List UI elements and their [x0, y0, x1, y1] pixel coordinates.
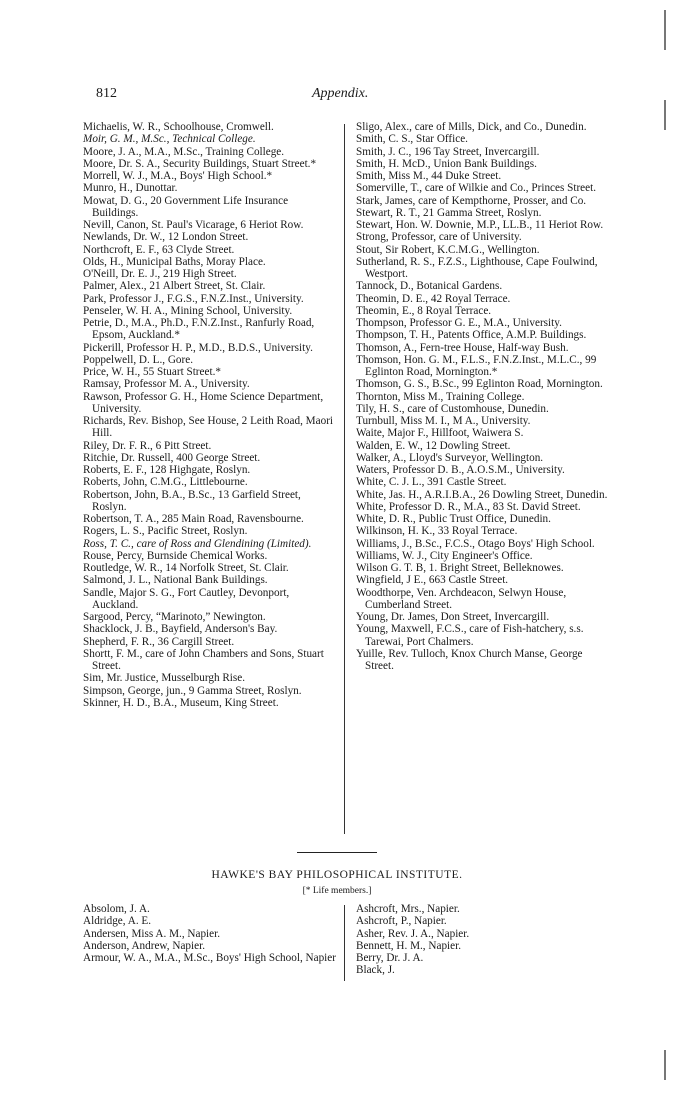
member-entry: Riley, Dr. F. R., 6 Pitt Street.: [83, 439, 212, 452]
member-entry: Sandle, Major S. G., Fort Cautley, Devonport, Auckland.: [83, 586, 290, 611]
member-entry: Williams, J., B.Sc., F.C.S., Otago Boys' High School.: [356, 537, 595, 550]
member-entry: Northcroft, E. F., 63 Clyde Street.: [83, 243, 235, 256]
member-entry: Andersen, Miss A. M., Napier.: [83, 927, 221, 940]
member-entry: Rogers, L. S., Pacific Street, Roslyn.: [83, 525, 248, 538]
member-entry: Poppelwell, D. L., Gore.: [83, 353, 193, 366]
member-entry: Absolom, J. A.: [83, 903, 150, 915]
member-entry: Young, Maxwell, F.C.S., care of Fish-hatchery, s.s. Tarewai, Port Chalmers.: [356, 623, 584, 648]
member-entry: Palmer, Alex., 21 Albert Street, St. Clair.: [83, 280, 266, 293]
member-entry: Theomin, D. E., 42 Royal Terrace.: [356, 292, 511, 305]
member-entry: Shacklock, J. B., Bayfield, Anderson's Bay.: [83, 623, 278, 636]
member-entry: Rouse, Percy, Burnside Chemical Works.: [83, 549, 268, 562]
member-entry: Waite, Major F., Hillfoot, Waiwera S.: [356, 427, 524, 440]
member-entry: Skinner, H. D., B.A., Museum, King Street.: [83, 696, 279, 709]
member-entry: Thompson, T. H., Patents Office, A.M.P. Buildings.: [356, 329, 587, 342]
member-entry: Aldridge, A. E.: [83, 915, 152, 928]
member-entry: Smith, J. C., 196 Tay Street, Invercargill.: [356, 145, 540, 158]
section-right-column: [356, 903, 611, 977]
member-entry: Yuille, Rev. Tulloch, Knox Church Manse, George Street.: [356, 647, 583, 672]
member-entry: Strong, Professor, care of University.: [356, 231, 522, 244]
member-entry: Turnbull, Miss M. I., M A., University.: [356, 415, 531, 427]
member-entry: Young, Dr. James, Don Street, Invercargill.: [356, 611, 550, 623]
member-entry: White, D. R., Public Trust Office, Dunedin.: [356, 513, 551, 525]
member-entry: Routledge, W. R., 14 Norfolk Street, St. Clair.: [83, 562, 289, 574]
member-entry: Thompson, Professor G. E., M.A., University.: [356, 317, 562, 329]
member-entry: Somerville, T., care of Wilkie and Co., Princes Street.: [356, 182, 597, 195]
member-entry: Smith, C. S., Star Office.: [356, 133, 468, 146]
member-entry: Tannock, D., Botanical Gardens.: [356, 280, 503, 293]
member-entry: Ashcroft, P., Napier.: [356, 915, 447, 928]
member-entry: Ramsay, Professor M. A., University.: [83, 378, 250, 391]
member-entry: Thomson, Hon. G. M., F.L.S., F.N.Z.Inst., M.L.C., 99 Eglinton Road, Mornington.*: [356, 353, 597, 378]
column-divider: [344, 124, 345, 834]
section-title: HAWKE'S BAY PHILOSOPHICAL INSTITUTE.: [211, 869, 463, 881]
member-entry: Moore, J. A., M.A., M.Sc., Training College.: [83, 145, 285, 158]
section-left-column: [83, 903, 338, 964]
member-entry: Sim, Mr. Justice, Musselburgh Rise.: [83, 672, 246, 685]
member-entry: Ashcroft, Mrs., Napier.: [356, 903, 460, 915]
member-entry: Munro, H., Dunottar.: [83, 182, 178, 195]
member-entry: Simpson, George, jun., 9 Gamma Street, Roslyn.: [83, 684, 302, 697]
member-entry: Wilkinson, H. K., 33 Royal Terrace.: [356, 525, 518, 538]
member-entry: Shepherd, F. R., 36 Cargill Street.: [83, 635, 235, 648]
member-entry: Theomin, E., 8 Royal Terrace.: [356, 304, 492, 317]
member-entry: Mowat, D. G., 20 Government Life Insurance Buildings.: [83, 194, 289, 219]
member-entry: Asher, Rev. J. A., Napier.: [356, 927, 470, 940]
member-entry: Armour, W. A., M.A., M.Sc., Boys' High School, Napier: [83, 952, 336, 964]
member-entry: Park, Professor J., F.G.S., F.N.Z.Inst., University.: [83, 292, 304, 305]
member-entry: Rawson, Professor G. H., Home Science Department, University.: [83, 390, 324, 415]
running-title: Appendix.: [312, 86, 369, 101]
page-number: 812: [96, 86, 117, 101]
member-list-right-column: [356, 121, 611, 672]
member-entry: Michaelis, W. R., Schoolhouse, Cromwell.: [83, 121, 274, 133]
member-entry: Petrie, D., M.A., Ph.D., F.N.Z.Inst., Ranfurly Road, Epsom, Auckland.*: [83, 317, 315, 342]
member-entry: Ross, T. C., care of Ross and Glendining (Limited).: [83, 537, 312, 550]
member-entry: O'Neill, Dr. E. J., 219 High Street.: [83, 268, 237, 280]
member-entry: Stewart, R. T., 21 Gamma Street, Roslyn.: [356, 206, 542, 219]
member-entry: Price, W. H., 55 Stuart Street.*: [83, 366, 221, 378]
member-entry: White, C. J. L., 391 Castle Street.: [356, 476, 507, 489]
section-column-divider: [344, 905, 345, 981]
section-note: [* Life members.]: [302, 886, 372, 896]
member-entry: White, Professor D. R., M.A., 83 St. David Street.: [356, 500, 581, 513]
member-entry: Ritchie, Dr. Russell, 400 George Street.: [83, 451, 261, 464]
member-entry: Olds, H., Municipal Baths, Moray Place.: [83, 255, 266, 268]
member-entry: Bennett, H. M., Napier.: [356, 939, 462, 952]
section-rule: [297, 852, 377, 853]
member-entry: Thornton, Miss M., Training College.: [356, 390, 525, 403]
member-entry: Newlands, Dr. W., 12 London Street.: [83, 231, 249, 244]
member-entry: Smith, H. McD., Union Bank Buildings.: [356, 157, 537, 170]
member-entry: Morrell, W. J., M.A., Boys' High School.*: [83, 170, 273, 182]
member-entry: Walker, A., Lloyd's Surveyor, Wellington.: [356, 451, 544, 464]
member-entry: Salmond, J. L., National Bank Buildings.: [83, 574, 268, 587]
member-entry: Stark, James, care of Kempthorne, Prosser, and Co.: [356, 194, 587, 207]
member-list-left-column: [83, 121, 336, 709]
member-entry: Penseler, W. H. A., Mining School, University.: [83, 304, 293, 317]
scan-mark: [664, 1050, 666, 1080]
member-entry: Robertson, John, B.A., B.Sc., 13 Garfield Street, Roslyn.: [83, 488, 301, 513]
member-entry: Stout, Sir Robert, K.C.M.G., Wellington.: [356, 243, 540, 256]
member-entry: Shortt, F. M., care of John Chambers and Sons, Stuart Street.: [83, 647, 324, 672]
member-entry: Moore, Dr. S. A., Security Buildings, Stuart Street.*: [83, 157, 317, 170]
member-entry: Roberts, E. F., 128 Highgate, Roslyn.: [83, 464, 251, 476]
member-entry: Roberts, John, C.M.G., Littlebourne.: [83, 476, 248, 489]
member-entry: Stewart, Hon. W. Downie, M.P., LL.B., 11 Heriot Row.: [356, 219, 604, 231]
member-entry: Moir, G. M., M.Sc., Technical College.: [83, 133, 256, 146]
member-entry: Smith, Miss M., 44 Duke Street.: [356, 170, 502, 182]
member-entry: Black, J.: [356, 964, 395, 977]
member-entry: Robertson, T. A., 285 Main Road, Ravensbourne.: [83, 513, 304, 525]
member-entry: Richards, Rev. Bishop, See House, 2 Leith Road, Maori Hill.: [83, 415, 334, 440]
member-entry: Williams, W. J., City Engineer's Office.: [356, 549, 533, 562]
member-entry: Woodthorpe, Ven. Archdeacon, Selwyn House, Cumberland Street.: [356, 586, 567, 611]
scan-mark: [664, 10, 666, 50]
member-entry: Walden, E. W., 12 Dowling Street.: [356, 439, 511, 452]
scan-mark: [664, 100, 666, 130]
member-entry: Waters, Professor D. B., A.O.S.M., University.: [356, 464, 565, 476]
member-entry: Thomson, A., Fern-tree House, Half-way Bush.: [356, 341, 569, 354]
member-entry: Thomson, G. S., B.Sc., 99 Eglinton Road, Mornington.: [356, 378, 603, 391]
member-entry: Tily, H. S., care of Customhouse, Dunedin.: [356, 402, 549, 415]
member-entry: Pickerill, Professor H. P., M.D., B.D.S., University.: [83, 341, 313, 354]
member-entry: Nevill, Canon, St. Paul's Vicarage, 6 Heriot Row.: [83, 219, 304, 231]
member-entry: Sligo, Alex., care of Mills, Dick, and Co., Dunedin.: [356, 121, 587, 133]
member-entry: White, Jas. H., A.R.I.B.A., 26 Dowling Street, Dunedin.: [356, 488, 608, 501]
member-entry: Anderson, Andrew, Napier.: [83, 939, 205, 952]
member-entry: Berry, Dr. J. A.: [356, 952, 424, 964]
member-entry: Wilson G. T. B, 1. Bright Street, Belleknowes.: [356, 562, 564, 574]
member-entry: Wingfield, J E., 663 Castle Street.: [356, 574, 509, 587]
member-entry: Sargood, Percy, “Marinoto,” Newington.: [83, 611, 266, 623]
member-entry: Sutherland, R. S., F.Z.S., Lighthouse, Cape Foulwind, Westport.: [356, 255, 598, 280]
